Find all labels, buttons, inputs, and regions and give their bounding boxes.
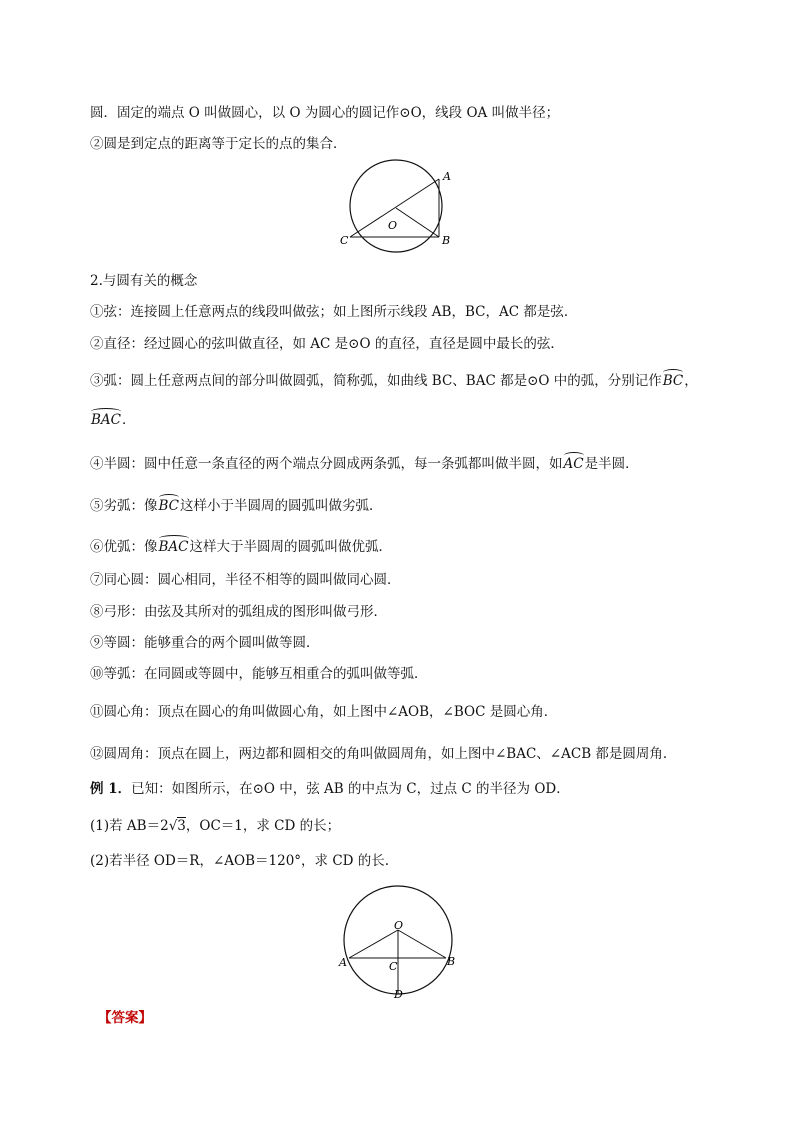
fig1-label-a: A — [443, 170, 451, 183]
example-part-1 — [90, 817, 340, 835]
semicircle-text: ④半圆：圆中任意一条直径的两个端点分圆成两条弧，每一条弧都叫做半圆，如 — [90, 456, 563, 472]
radius-ob-2 — [398, 930, 446, 958]
minor-arc-suffix: 这样小于半圆周的圆弧叫做劣弧． — [180, 498, 383, 514]
example-1 — [90, 780, 570, 798]
comma: ， — [684, 373, 698, 389]
fig2-label-a: A — [339, 956, 347, 969]
sqrt-symbol: √ — [168, 818, 178, 834]
intro-line-2: ②圆是到定点的距离等于定长的点的集合． — [90, 136, 347, 152]
circle-1 — [350, 160, 442, 252]
concept-concentric: ⑦同心圆：圆心相同，半径不相等的圆叫做同心圆． — [90, 572, 401, 588]
major-arc-text: ⑥优弧：像 — [90, 539, 158, 555]
fig1-label-o: O — [388, 219, 398, 232]
arc-bc-minor: BC — [158, 498, 180, 514]
section-2-title: 2.与圆有关的概念 — [90, 273, 198, 289]
concept-inscribed-angle: ⑫圆周角：顶点在圆上，两边都和圆相交的角叫做圆周角，如上图中∠BAC、∠ACB 都是圆周角． — [90, 746, 677, 762]
fig2-label-c: C — [389, 960, 398, 973]
radius-ob — [396, 208, 439, 237]
concept-equal-circles: ⑨等圆：能够重合的两个圆叫做等圆． — [90, 635, 320, 651]
example-text: 已知：如图所示，在⊙O 中，弦 AB 的中点为 C，过点 C 的半径为 OD． — [131, 781, 570, 797]
circle-figure-2 — [336, 880, 460, 1000]
concept-central-angle: ⑪圆心角：顶点在圆心的角叫做圆心角，如上图中∠AOB，∠BOC 是圆心角． — [90, 704, 558, 720]
radius-oa — [349, 930, 398, 958]
fig1-label-c: C — [340, 234, 349, 247]
part1-suffix: ，OC＝1，求 CD 的长； — [185, 818, 341, 834]
fig2-label-o: O — [394, 919, 404, 932]
fig1-label-b: B — [442, 234, 451, 247]
example-part-2: (2)若半径 OD＝R，∠AOB＝120°，求 CD 的长. — [90, 853, 390, 869]
intro-line-1: 圆．固定的端点 O 叫做圆心，以 O 为圆心的圆记作⊙O，线段 OA 叫做半径； — [90, 105, 560, 121]
minor-arc-text: ⑤劣弧：像 — [90, 498, 158, 514]
circle-figure-1 — [336, 158, 460, 254]
arc-bac-major: BAC — [158, 539, 189, 555]
semicircle-suffix: 是半圆． — [584, 456, 639, 472]
fig2-label-b: B — [447, 955, 456, 968]
arc-bac-notation: BAC — [91, 412, 121, 428]
concept-equal-arcs: ⑩等弧：在同圆或等圆中，能够互相重合的弧叫做等弧． — [90, 666, 428, 682]
example-label: 例 1． — [90, 781, 132, 797]
answer-label: 【答案】 — [98, 1010, 152, 1026]
concept-semicircle — [90, 455, 639, 473]
concept-segment: ⑧弓形：由弦及其所对的弧组成的图形叫做弓形． — [90, 604, 387, 620]
concept-arc — [90, 372, 698, 390]
concept-minor-arc — [90, 497, 383, 515]
major-arc-suffix: 这样大于半圆周的圆弧叫做优弧． — [189, 539, 392, 555]
concept-diameter: ②直径：经过圆心的弦叫做直径，如 AC 是⊙O 的直径，直径是圆中最长的弦． — [90, 336, 564, 352]
concept-arc-text: ③弧：圆上任意两点间的部分叫做圆弧，简称弧，如曲线 BC、BAC 都是⊙O 中的弧，分别记作 — [90, 373, 662, 389]
part1-prefix: (1)若 AB＝2 — [90, 818, 169, 834]
concept-arc-cont — [90, 411, 136, 429]
sqrt-radicand: 3 — [177, 818, 186, 834]
period: ． — [122, 412, 136, 428]
arc-bc-notation: BC — [662, 373, 684, 389]
concept-chord: ①弦：连接圆上任意两点的线段叫做弦；如上图所示线段 AB，BC，AC 都是弦． — [90, 304, 578, 320]
concept-major-arc — [90, 538, 392, 556]
fig2-label-d: D — [394, 988, 403, 1000]
arc-ac-notation: AC — [563, 456, 584, 472]
